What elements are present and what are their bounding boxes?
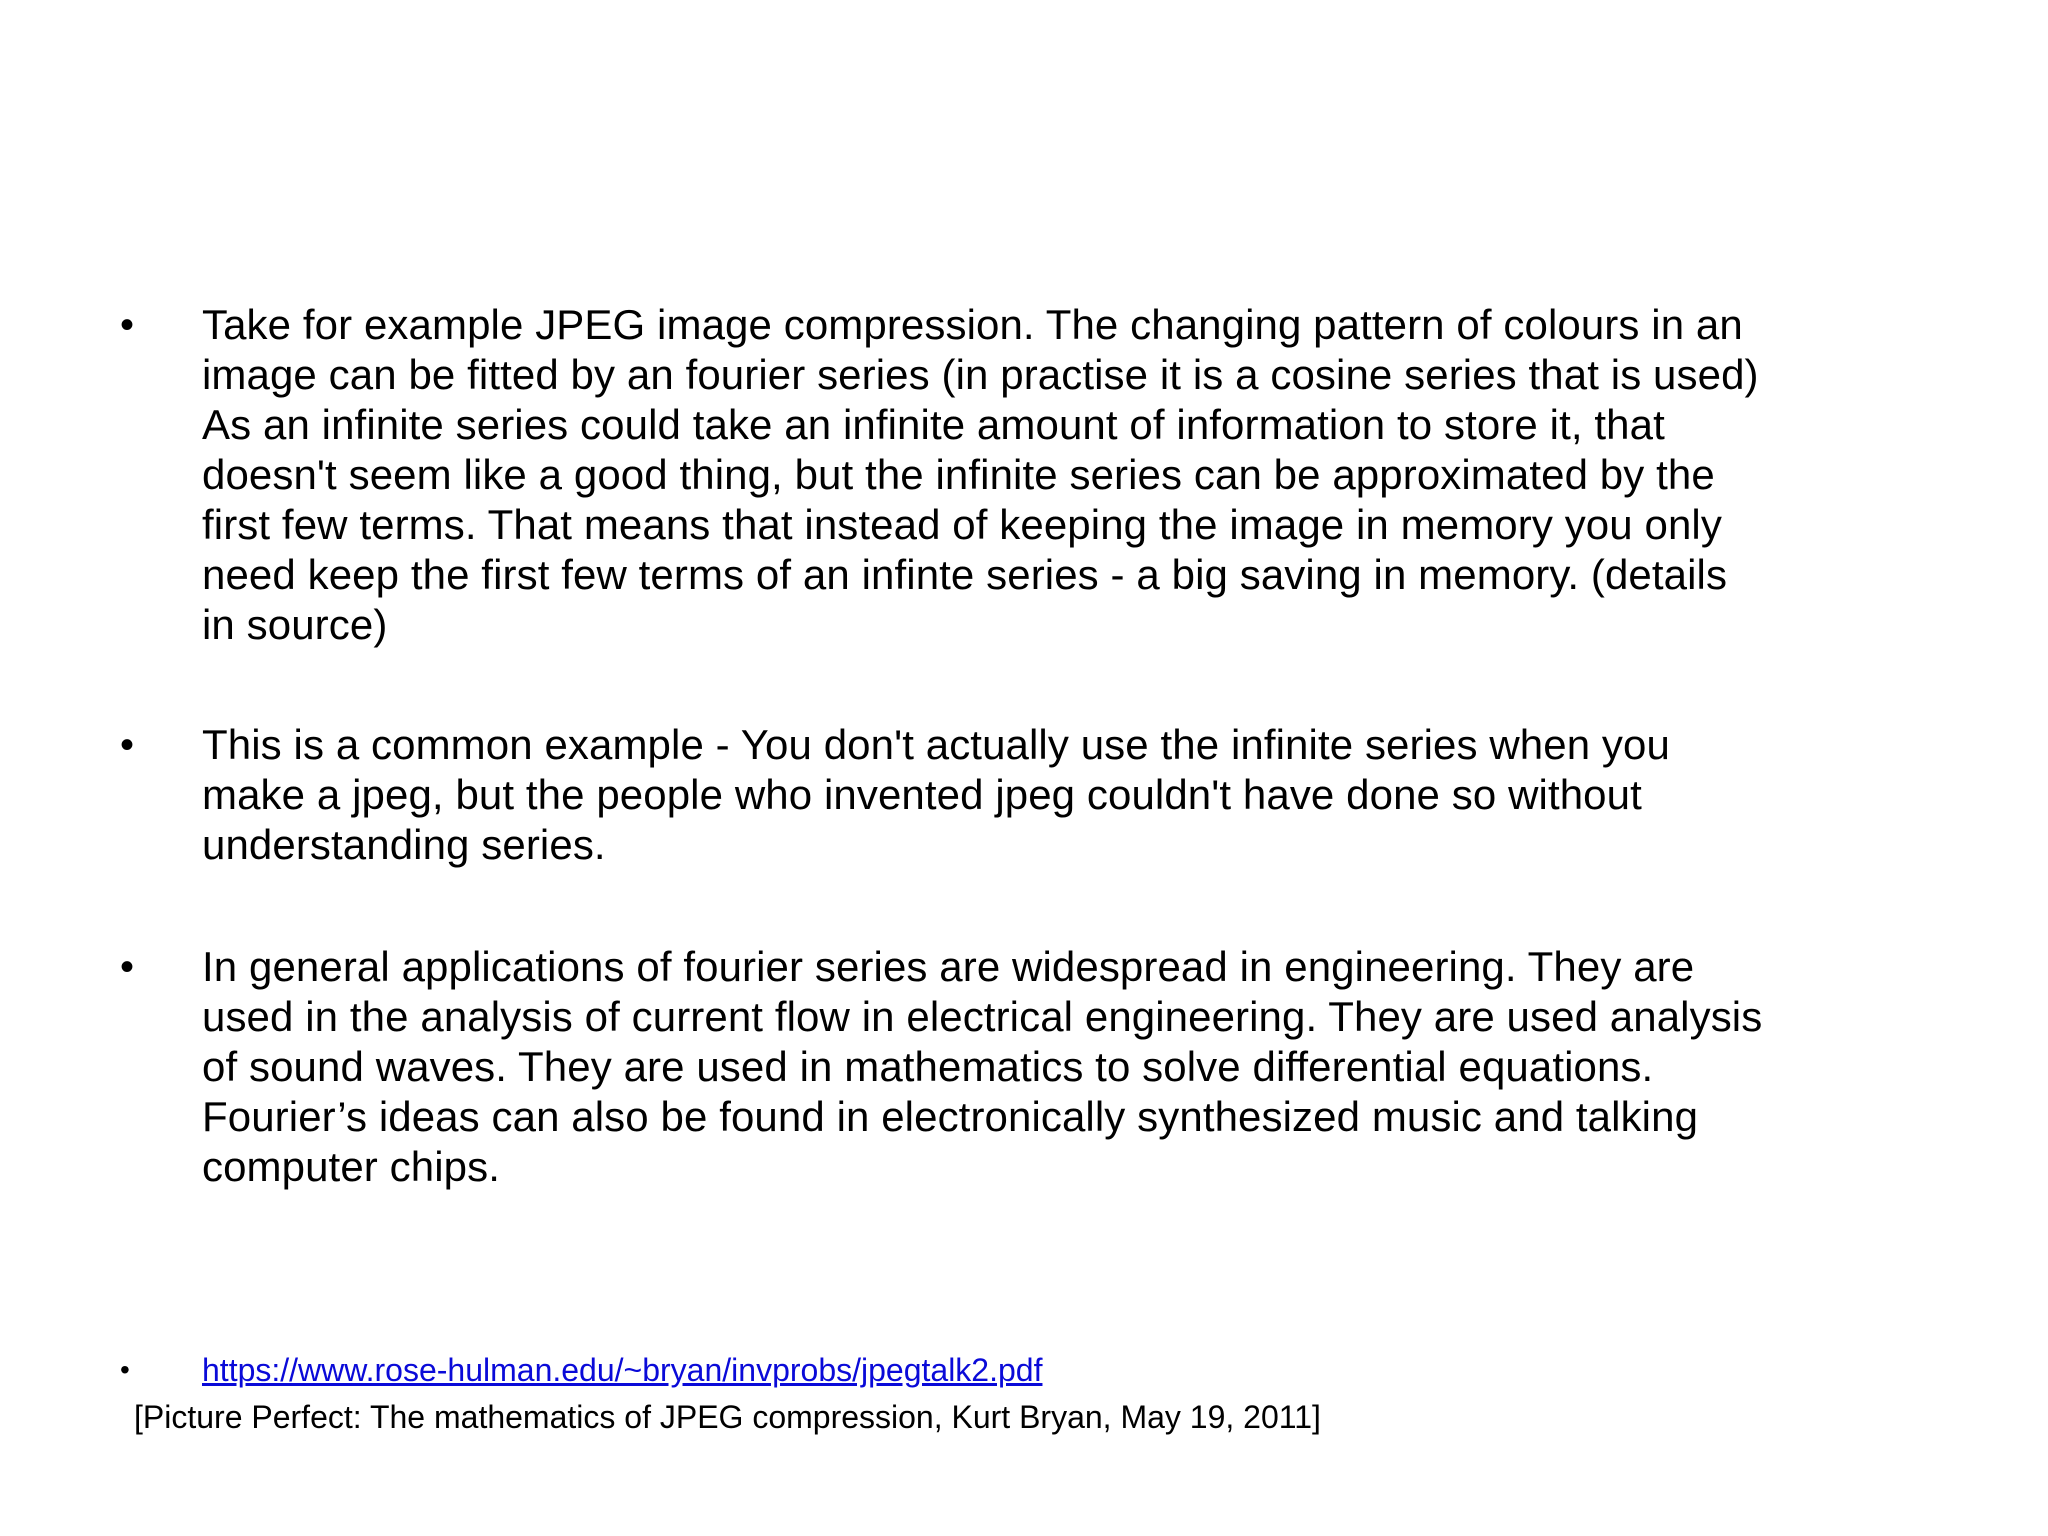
bullet-marker: • <box>120 723 135 767</box>
bullet-marker: • <box>120 1354 130 1385</box>
bullet-text: This is a common example - You don't actually use the infinite series when you make a jpeg, but the people who invented jpeg couldn't have done so without understanding series. <box>202 721 1670 868</box>
bullet-marker: • <box>120 303 135 347</box>
bullet-item-common-example <box>120 720 1980 870</box>
bullet-text: In general applications of fourier series are widespread in engineering. They are used in the analysis of current flow in electrical engineering. They are used analysis of sound waves. They are used in mathematics to solve differential equations. Fourier’s ideas can also be found in electronically synthesized music and talking computer chips. <box>202 943 1763 1190</box>
bullet-item-jpeg-compression <box>120 300 1980 650</box>
source-link[interactable]: https://www.rose-hulman.edu/~bryan/invprobs/jpegtalk2.pdf <box>202 1352 1043 1388</box>
bullet-text: Take for example JPEG image compression. The changing pattern of colours in an image can be fitted by an fourier series (in practise it is a cosine series that is used) As an infinite series could take an infinite amount of information to store it, that doesn't seem like a good thing, but the infinite series can be approximated by the first few terms. That means that instead of keeping the image in memory you only need keep the first few terms of an infinte series - a big saving in memory. (details in source) <box>202 301 1759 648</box>
source-item <box>120 1350 1980 1390</box>
source-citation: [Picture Perfect: The mathematics of JPEG compression, Kurt Bryan, May 19, 2011] <box>134 1399 1321 1435</box>
bullet-item-general-applications <box>120 942 1980 1192</box>
bullet-marker: • <box>120 945 135 989</box>
